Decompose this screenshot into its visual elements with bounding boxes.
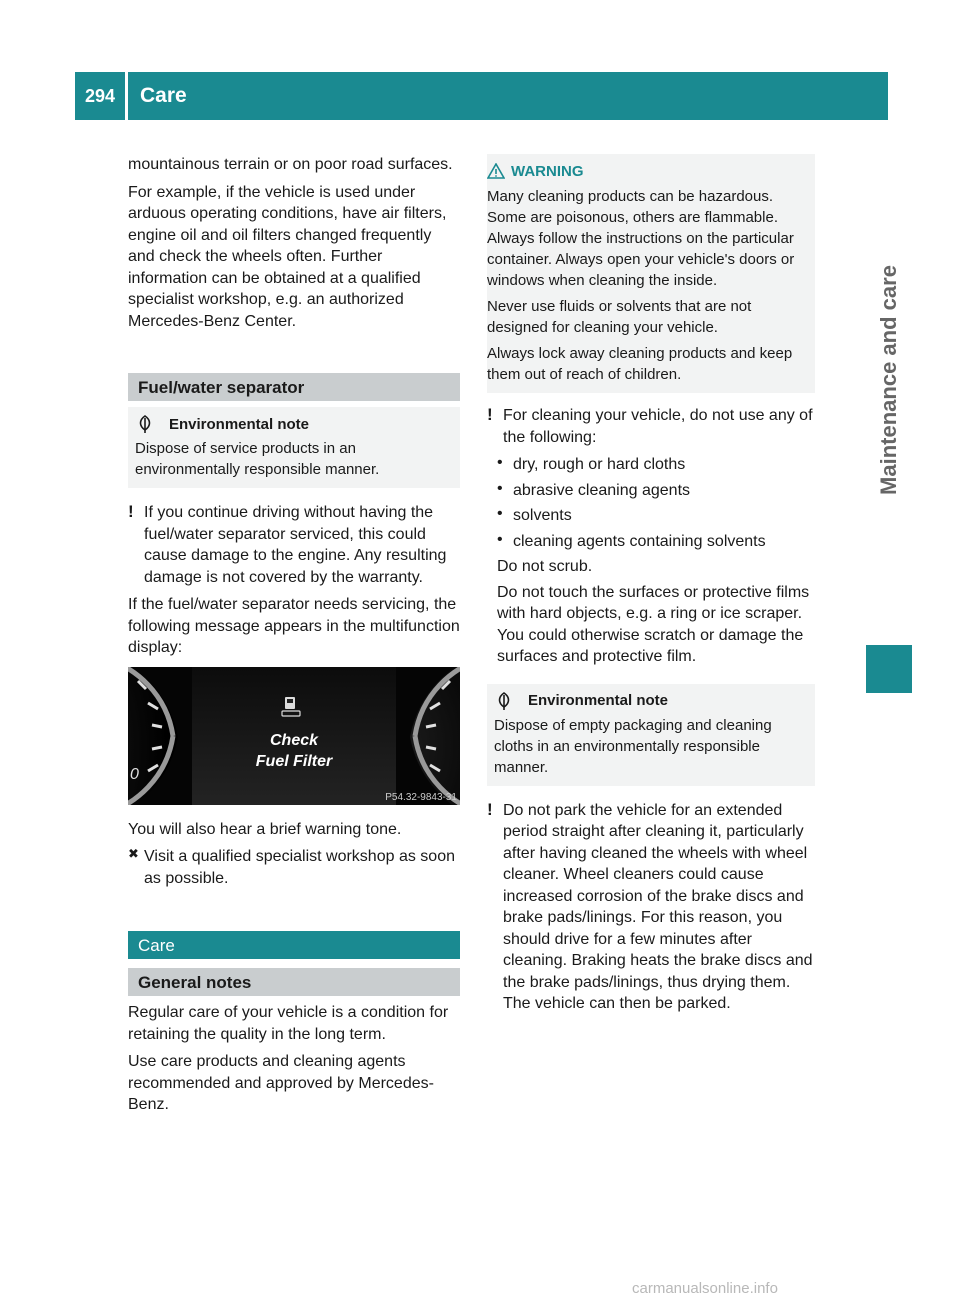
multifunction-display-image	[128, 667, 460, 805]
display-line-2: Fuel Filter	[255, 752, 333, 770]
warning-paragraph-2: Never use fluids or solvents that are not designed for cleaning your vehicle.	[487, 298, 752, 336]
exclamation-icon: !	[487, 799, 493, 819]
list-item	[497, 531, 815, 553]
environmental-note-title: Environmental note	[528, 692, 669, 709]
environmental-note-text: Dispose of service products in an environmentally responsible manner.	[135, 440, 380, 478]
no-scrub-text: Do not scrub.	[497, 558, 593, 575]
warning-box	[487, 154, 815, 393]
bullet: •	[497, 454, 503, 471]
image-code: P54.32-9843-31	[385, 791, 457, 803]
page-title: Care	[128, 72, 888, 120]
warning-paragraph-1: Many cleaning products can be hazardous. Some are poisonous, others are flammable. Always follow the instructions on the particular container. Always open your vehicle's doors or windows when cleaning the inside.	[487, 188, 795, 289]
warning-tone-text: You will also hear a brief warning tone.	[128, 820, 402, 838]
environmental-note-title: Environmental note	[169, 415, 310, 433]
warning-header	[487, 160, 809, 182]
caution-text-fuel: If you continue driving without having the fuel/water separator serviced, this could cause damage to the engine. Any resulting damage is not covered by the warranty.	[144, 504, 447, 586]
exclamation-icon: !	[487, 405, 493, 424]
section-heading-care: Care	[128, 931, 460, 959]
action-step-visit-workshop	[128, 846, 460, 889]
environmental-note-header	[135, 413, 453, 435]
environmental-note-header	[494, 690, 808, 712]
caution-note-cleaning	[487, 405, 815, 448]
right-column	[487, 154, 815, 1021]
caution-note-fuel	[128, 502, 460, 588]
section-heading-general-notes: General notes	[128, 968, 460, 996]
cleaning-forbidden-list	[487, 454, 815, 552]
no-touch-text: Do not touch the surfaces or protective films with hard objects, e.g. a ring or ice scraper. You could otherwise scratch or damage the surfaces and protective film.	[497, 583, 810, 665]
visit-workshop-text: Visit a qualified specialist workshop as soon as possible.	[144, 848, 455, 887]
page-number: 294	[75, 72, 125, 120]
general-notes-paragraph-1: Regular care of your vehicle is a condition for retaining the quality in the long term.	[128, 1004, 449, 1043]
leaf-icon	[494, 691, 514, 711]
left-column	[128, 154, 460, 1116]
gauge-digit: 0	[130, 765, 139, 783]
footer-watermark: carmanualsonline.info	[632, 1280, 778, 1297]
leaf-icon	[135, 414, 155, 434]
list-item	[497, 505, 815, 527]
side-tab-marker	[866, 645, 912, 693]
warning-paragraph-3: Always lock away cleaning products and keep them out of reach of children.	[487, 345, 793, 383]
warning-title: WARNING	[511, 162, 584, 180]
parking-caution-text: Do not park the vehicle for an extended period straight after cleaning it, particularly after having cleaned the wheels with wheel cleaner. Wheel cleaners could cause increased corrosion of the brake discs and brake pads/linings. For this reason, you should drive for a few minutes after cleaning. Braking heats the brake discs and the brake pads/linings, thus drying them. The vehicle can then be parked.	[503, 801, 813, 1012]
intro-paragraph-1: mountainous terrain or on poor road surfaces.	[128, 156, 453, 173]
environmental-note	[128, 407, 460, 488]
bullet: •	[497, 505, 503, 522]
instrument-cluster-graphic	[128, 667, 460, 805]
environmental-note-text: Dispose of empty packaging and cleaning cloths in an environmentally responsible manner.	[494, 716, 772, 776]
list-item-text: dry, rough or hard cloths	[513, 456, 686, 473]
exclamation-icon: !	[128, 502, 134, 521]
section-heading-fuel-water-separator: Fuel/water separator	[128, 373, 460, 401]
side-tab	[866, 125, 912, 635]
list-item-text: cleaning agents containing solvents	[513, 532, 766, 550]
display-line-1: Check	[269, 731, 319, 749]
bullet: •	[497, 530, 503, 548]
environmental-note-right	[487, 684, 815, 786]
cleaning-intro-text: For cleaning your vehicle, do not use any of the following:	[503, 407, 813, 446]
intro-paragraph-2: For example, if the vehicle is used under arduous operating conditions, have air filters, engine oil and oil filters changed frequently and check the wheels often. Further information can be obtained at a qualified specialist workshop, e.g. an authorized Mercedes-Benz Center.	[128, 183, 447, 330]
list-item-text: abrasive cleaning agents	[513, 481, 691, 499]
arrow-right-icon: ✖	[128, 846, 139, 861]
fuel-service-text: If the fuel/water separator needs servicing, the following message appears in the multifunction display:	[128, 596, 460, 656]
list-item	[497, 454, 815, 476]
caution-note-parking	[487, 800, 815, 1015]
side-tab-label: Maintenance and care	[876, 265, 901, 495]
warning-triangle-icon	[487, 163, 505, 179]
list-item	[497, 480, 815, 502]
general-notes-paragraph-2: Use care products and cleaning agents recommended and approved by Mercedes-Benz.	[128, 1053, 434, 1113]
list-item-text: solvents	[513, 507, 572, 524]
bullet: •	[497, 479, 503, 497]
